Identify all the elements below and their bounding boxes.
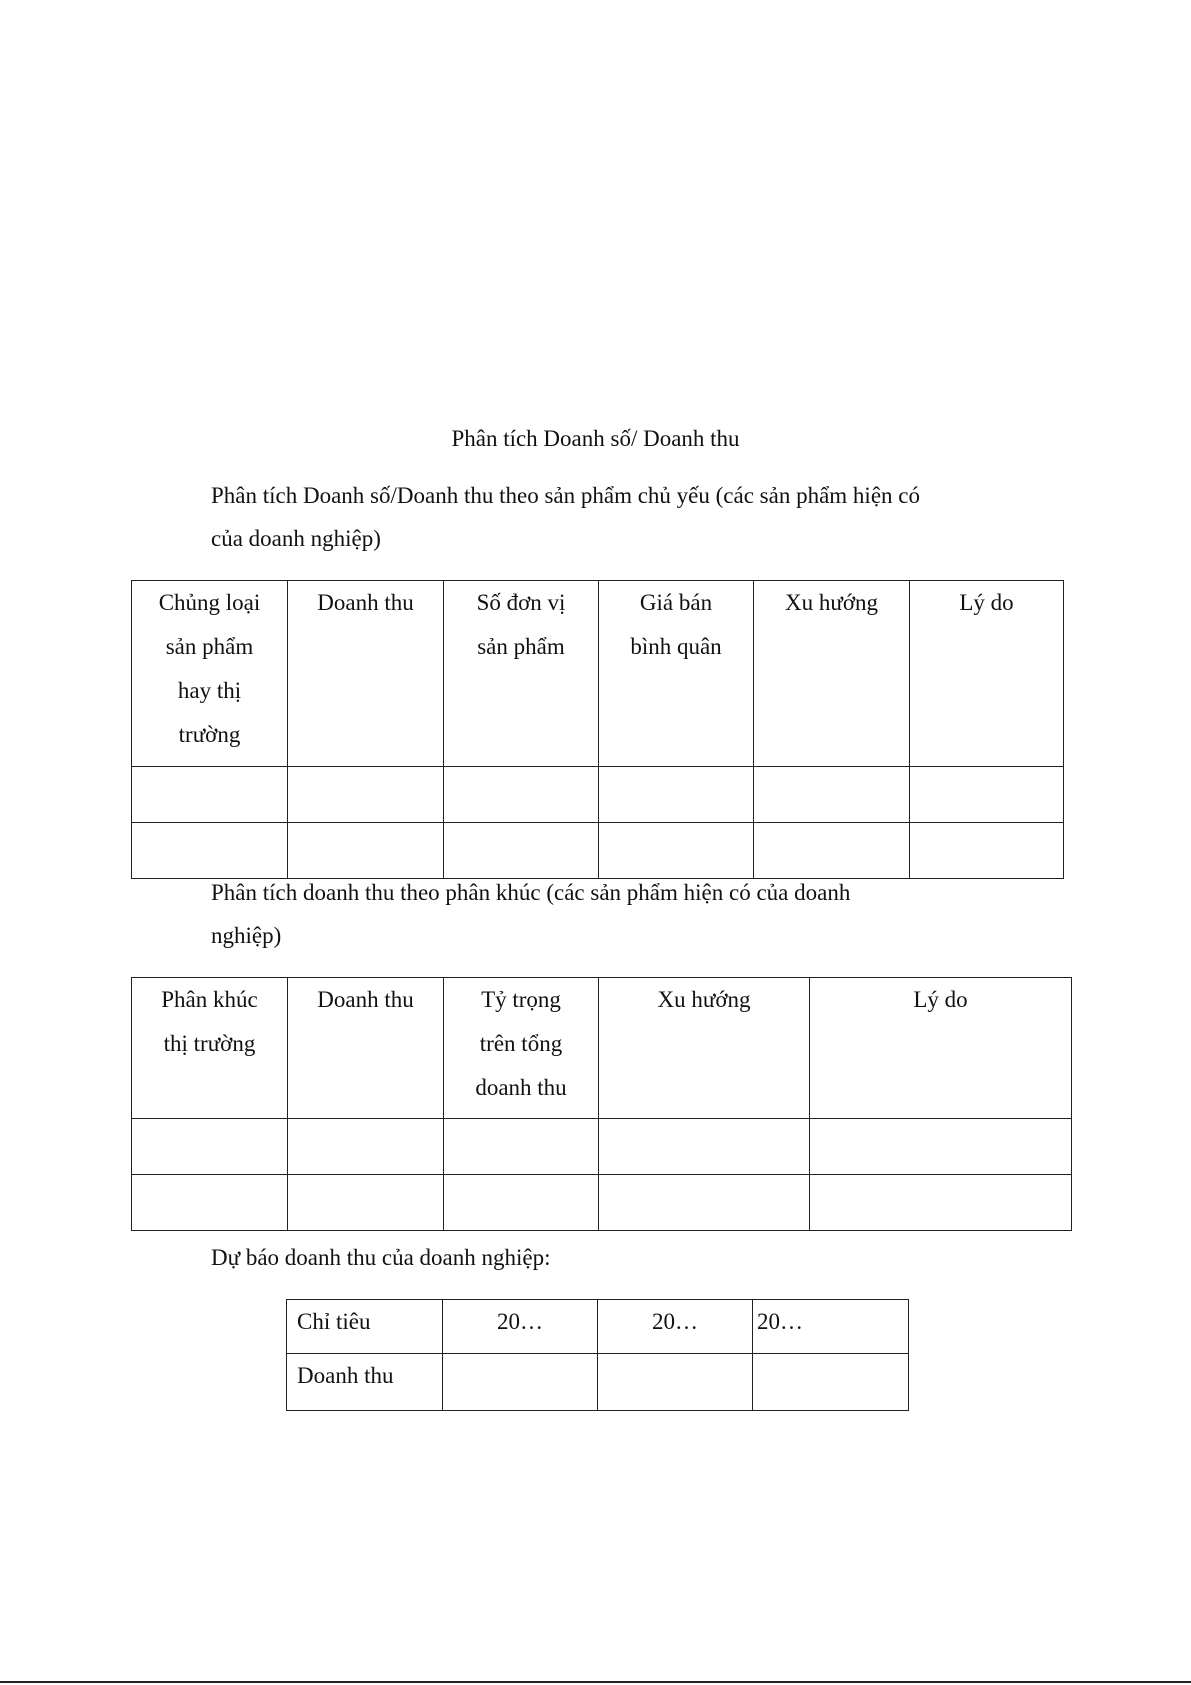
table-cell xyxy=(598,1354,753,1411)
header-text: Xu hướng xyxy=(785,590,878,615)
header-text: sản phẩm xyxy=(165,634,254,659)
header-text: Tỷ trọng xyxy=(481,987,561,1012)
table-cell xyxy=(810,1175,1072,1231)
section2-intro-line2: nghiệp) xyxy=(211,923,282,948)
table-cell xyxy=(444,767,599,823)
table-cell xyxy=(753,1354,909,1411)
header-text: sản phẩm xyxy=(477,634,565,659)
table-cell xyxy=(288,1175,444,1231)
header-text: Giá bán xyxy=(639,590,713,615)
section1-intro-line2: của doanh nghiệp) xyxy=(211,526,381,551)
header-unit-count xyxy=(444,581,599,767)
header-year-2: 20… xyxy=(598,1300,753,1354)
table-cell xyxy=(754,767,910,823)
table-row xyxy=(132,1175,1072,1231)
table-cell xyxy=(599,1175,810,1231)
table-cell xyxy=(444,1119,599,1175)
table-cell xyxy=(599,1119,810,1175)
header-text: Doanh thu xyxy=(317,590,414,615)
header-indicator: Chỉ tiêu xyxy=(287,1300,443,1354)
page-bottom-divider xyxy=(0,1681,1191,1683)
table-cell xyxy=(910,823,1064,879)
table-header-row xyxy=(132,978,1072,1119)
header-text: Lý do xyxy=(959,590,1014,615)
header-reason xyxy=(910,581,1064,767)
header-text: bình quân xyxy=(630,634,722,659)
header-average-price xyxy=(599,581,754,767)
header-revenue xyxy=(288,581,444,767)
product-revenue-table xyxy=(131,580,1064,879)
table-header-row xyxy=(287,1300,909,1354)
header-text: Lý do xyxy=(913,987,968,1012)
table-row xyxy=(287,1354,909,1411)
header-text: Số đơn vị xyxy=(476,590,566,615)
header-year-3: 20… xyxy=(753,1300,909,1354)
table-cell xyxy=(443,1354,598,1411)
row-label-revenue: Doanh thu xyxy=(287,1354,443,1411)
table-cell xyxy=(810,1119,1072,1175)
table-cell xyxy=(910,767,1064,823)
header-text: Chủng loại xyxy=(158,590,261,615)
header-market-segment xyxy=(132,978,288,1119)
header-text: Xu hướng xyxy=(657,987,751,1012)
table-cell xyxy=(288,1119,444,1175)
header-trend xyxy=(599,978,810,1119)
table-cell xyxy=(132,1119,288,1175)
table-cell xyxy=(444,1175,599,1231)
table-header-row xyxy=(132,581,1064,767)
table-cell xyxy=(132,767,288,823)
table-row xyxy=(132,767,1064,823)
table-cell xyxy=(132,1175,288,1231)
header-trend xyxy=(754,581,910,767)
header-year-1: 20… xyxy=(443,1300,598,1354)
header-text: thị trường xyxy=(163,1031,256,1056)
header-text: trên tổng xyxy=(479,1031,563,1056)
header-text: doanh thu xyxy=(475,1075,567,1100)
section2-intro-line1: Phân tích doanh thu theo phân khúc (các sản phẩm hiện có của doanh xyxy=(211,880,851,905)
section3-intro: Dự báo doanh thu của doanh nghiệp: xyxy=(211,1245,551,1270)
revenue-forecast-table xyxy=(286,1299,909,1411)
header-text: trường xyxy=(178,722,241,747)
header-product-type xyxy=(132,581,288,767)
table-cell xyxy=(288,767,444,823)
header-share-of-revenue xyxy=(444,978,599,1119)
table-row xyxy=(132,1119,1072,1175)
header-text: Phân khúc xyxy=(161,987,258,1012)
header-text: hay thị xyxy=(177,678,242,703)
header-text: Doanh thu xyxy=(317,987,414,1012)
table-cell xyxy=(599,767,754,823)
header-reason xyxy=(810,978,1072,1119)
page-title: Phân tích Doanh số/ Doanh thu xyxy=(451,426,740,451)
header-revenue xyxy=(288,978,444,1119)
segment-revenue-table xyxy=(131,977,1072,1231)
section1-intro-line1: Phân tích Doanh số/Doanh thu theo sản phẩm chủ yếu (các sản phẩm hiện có xyxy=(211,483,920,508)
